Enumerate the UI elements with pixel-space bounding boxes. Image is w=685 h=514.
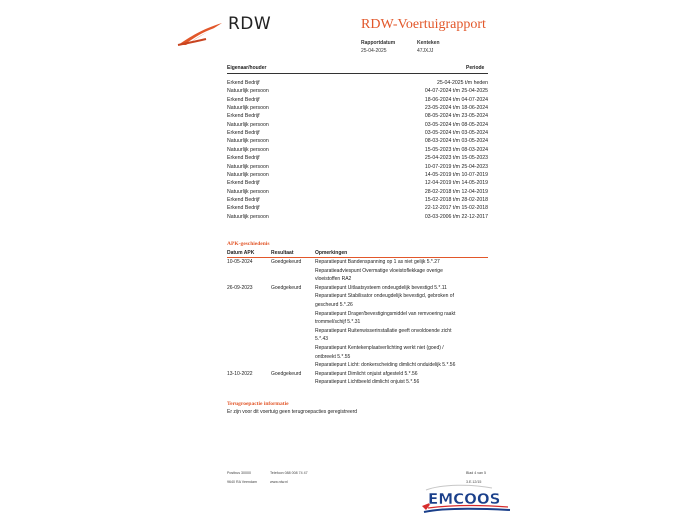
emcoos-logo-icon — [422, 484, 512, 514]
owner-type: Erkend Bedrijf — [227, 196, 260, 203]
apk-result-column-header: Resultaat — [271, 250, 294, 256]
report-title: RDW-Voertuigrapport — [361, 17, 486, 32]
owner-type: Erkend Bedrijf — [227, 130, 260, 137]
owner-row — [227, 122, 488, 130]
owner-row — [227, 189, 488, 197]
owner-type: Natuurlijk persoon — [227, 105, 269, 112]
apk-note-line: Reparatiepunt Dimlicht onjuist afgesteld 5.*.56 — [315, 370, 418, 377]
footer-city: 9640 RA Veendam — [227, 480, 257, 484]
owner-period: 03-05-2024 t/m 08-05-2024 — [424, 121, 488, 128]
apk-note-line: Reparatiepunt Kentekenplaatverlichting werkt niet (goed) / — [315, 344, 444, 351]
owner-period: 23-05-2024 t/m 18-06-2024 — [424, 105, 488, 112]
owner-type: Natuurlijk persoon — [227, 171, 269, 178]
apk-date: 13-10-2022 — [227, 370, 253, 377]
apk-note-line: Reparatiepunt Licht: donkerscheiding dimlicht onduidelijk 5.*.56 — [315, 362, 456, 369]
owner-period: 25-04-2023 t/m 15-05-2023 — [424, 155, 488, 162]
footer-code: 3.E.12/15 — [466, 480, 482, 484]
owner-row — [227, 147, 488, 155]
apk-result: Goedgekeurd — [271, 284, 302, 291]
apk-note-line: Reparatiepunt Drager/bevestigingsmiddel van remvoering raakt — [315, 310, 456, 317]
apk-date-column-header: Datum APK — [227, 250, 255, 256]
owner-type: Natuurlijk persoon — [227, 121, 269, 128]
owner-row — [227, 113, 488, 121]
owner-type: Erkend Bedrijf — [227, 113, 260, 120]
rdw-logo-icon — [176, 21, 224, 47]
apk-note-line: Reparatiepunt Ruitenwisserinstallatie geeft onvoldoende zicht — [315, 327, 452, 334]
owner-row — [227, 138, 488, 146]
apk-notes-column-header: Opmerkingen — [315, 250, 348, 256]
apk-date: 10-05-2024 — [227, 259, 253, 265]
apk-note-line: Reparatieadviespunt Overmatige vloeistoflekkage overige — [315, 267, 443, 274]
apk-result: Goedgekeurd — [271, 370, 302, 377]
footer-page: Blad 4 van 5 — [466, 471, 486, 475]
owner-row — [227, 130, 488, 138]
brand-name: RDW — [228, 14, 272, 34]
owner-row — [227, 214, 488, 222]
apk-notes — [315, 370, 419, 387]
owner-type: Erkend Bedrijf — [227, 96, 260, 103]
footer-web: www.rdw.nl — [270, 480, 288, 484]
apk-notes — [315, 258, 443, 284]
recall-section-title: Terugroepactie informatie — [227, 401, 289, 407]
apk-note-line: ontbreekt 5.*.55 — [315, 353, 351, 360]
owner-type: Natuurlijk persoon — [227, 213, 269, 220]
owner-type: Natuurlijk persoon — [227, 163, 269, 170]
apk-note-line: Reparatiepunt Uitlaatsysteem ondeugdelijk bevestigd 5.*.11 — [315, 284, 447, 291]
apk-date: 26-09-2023 — [227, 284, 253, 291]
owner-row — [227, 80, 488, 88]
apk-note-line: Reparatiepunt Bandenspanning op 1 as niet gelijk 5.*.27 — [315, 259, 440, 265]
owner-period: 22-12-2017 t/m 15-02-2018 — [424, 205, 488, 212]
owner-row — [227, 205, 488, 213]
owner-type: Natuurlijk persoon — [227, 138, 269, 145]
owner-period: 18-06-2024 t/m 04-07-2024 — [424, 96, 488, 103]
report-date-label: Rapportdatum — [361, 40, 396, 46]
apk-note-line: 5.*.43 — [315, 336, 329, 343]
footer-phone: Telefoon 088 008 74 47 — [270, 471, 308, 475]
period-column-header: Periode — [466, 65, 485, 71]
owner-type: Erkend Bedrijf — [227, 205, 260, 212]
owner-row — [227, 172, 488, 180]
owner-row — [227, 97, 488, 105]
svg-text:EMCOOS: EMCOOS — [428, 490, 501, 508]
owner-type: Erkend Bedrijf — [227, 180, 260, 187]
plate-label: Kenteken — [417, 40, 440, 46]
owner-period: 15-02-2018 t/m 28-02-2018 — [424, 196, 488, 203]
owner-period: 12-04-2019 t/m 14-05-2019 — [424, 180, 488, 187]
footer-postbox: Postbus 30000 — [227, 471, 251, 475]
owner-period: 04-07-2024 t/m 25-04-2025 — [424, 88, 488, 95]
report-date-value: 25-04-2025 — [361, 48, 387, 54]
recall-text: Er zijn voor dit voertuig geen terugroepacties geregistreerd — [227, 409, 358, 415]
owner-type: Natuurlijk persoon — [227, 188, 269, 195]
owner-type: Natuurlijk persoon — [227, 88, 269, 95]
apk-note-line: Reparatiepunt Lichtbeeld dimlicht onjuist 5.*.56 — [315, 379, 420, 386]
plate-value: 47JXJJ — [417, 48, 434, 54]
apk-note-line: Reparatiepunt Stabilisator ondeugdelijk bevestigd, gebroken of — [315, 293, 454, 300]
apk-note-line: trommel/schijf 5.*.31 — [315, 319, 361, 326]
owner-row — [227, 155, 488, 163]
owner-period: 03-05-2024 t/m 03-05-2024 — [424, 130, 488, 137]
owners-header-divider — [227, 73, 488, 74]
owner-period: 15-05-2023 t/m 08-03-2024 — [424, 146, 488, 153]
owner-type: Erkend Bedrijf — [227, 155, 260, 162]
owner-column-header: Eigenaar/houder — [227, 65, 267, 71]
owner-period: 08-03-2024 t/m 03-05-2024 — [424, 138, 488, 145]
owner-row — [227, 88, 488, 96]
owner-period: 14-05-2019 t/m 10-07-2019 — [424, 171, 488, 178]
owner-period: 03-03-2006 t/m 22-12-2017 — [424, 213, 488, 220]
owner-period: 25-04-2025 t/m heden — [436, 80, 488, 86]
owner-period: 08-05-2024 t/m 23-05-2024 — [424, 113, 488, 120]
owner-type: Natuurlijk persoon — [227, 146, 269, 153]
owner-row — [227, 197, 488, 205]
owner-period: 10-07-2019 t/m 25-04-2023 — [424, 163, 488, 170]
apk-note-line: gescheurd 5.*.26 — [315, 301, 353, 308]
owner-row — [227, 105, 488, 113]
apk-notes — [315, 284, 455, 370]
apk-result: Goedgekeurd — [271, 259, 302, 265]
owner-type: Erkend Bedrijf — [227, 80, 260, 86]
apk-note-line: vloeistoffen RA2 — [315, 276, 352, 283]
owner-row — [227, 180, 488, 188]
owner-period: 28-02-2018 t/m 12-04-2019 — [424, 188, 488, 195]
owner-row — [227, 164, 488, 172]
apk-section-title: APK-geschiedenis — [227, 241, 270, 247]
